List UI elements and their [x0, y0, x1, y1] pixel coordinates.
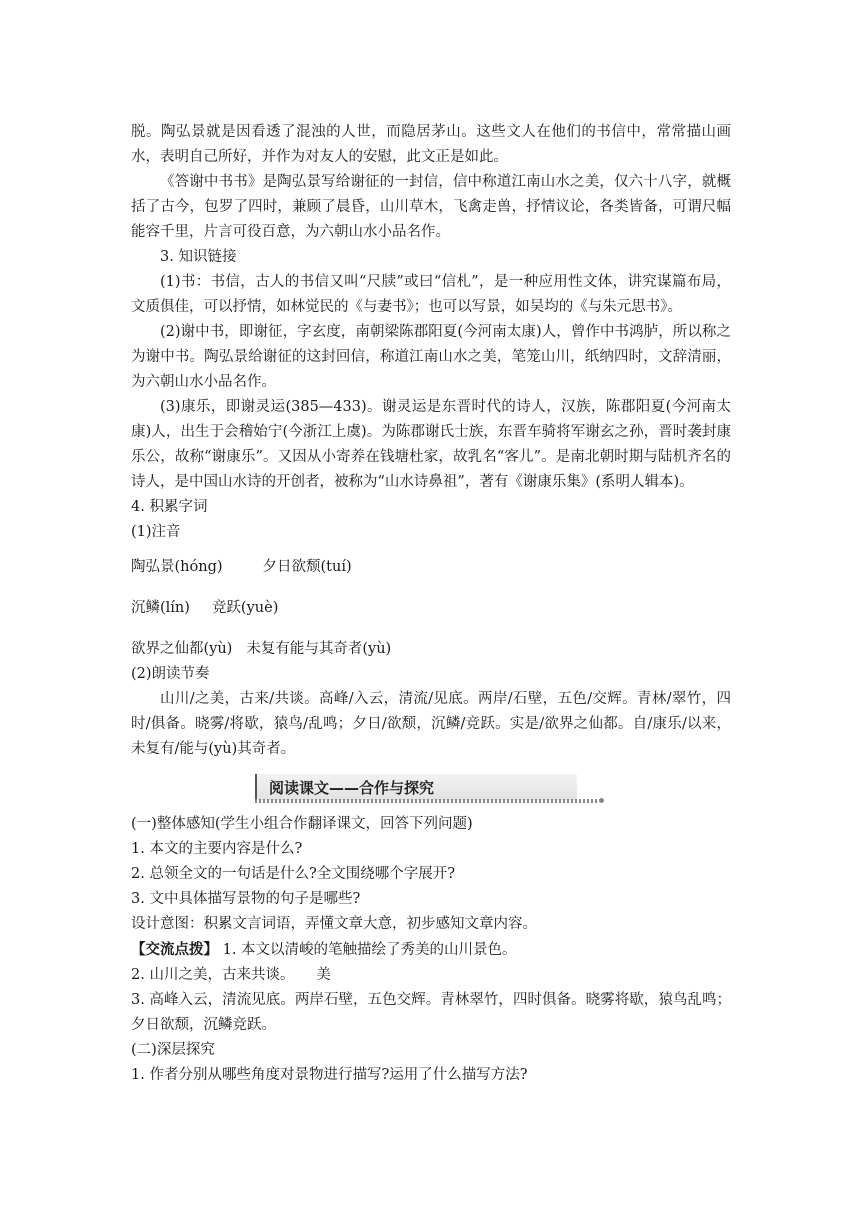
pinyin-row-1	[131, 555, 731, 580]
heading-reading-rhythm: (2)朗读节奏	[131, 666, 210, 682]
pinyin-item: 陶弘景(hóng)	[131, 559, 223, 575]
rhythm-text: 山川/之美，古来/共谈。高峰/入云，清流/见底。两岸/石壁，五色/交辉。青林/翠竹，四时/俱备。晓雾/将歇，猿鸟/乱鸣；夕日/欲颓，沉鳞/竞跃。实是/欲界之仙都。自/康乐/以来，未复有/能与(yù)其奇者。	[131, 691, 731, 757]
question-1: 1. 本文的主要内容是什么?	[131, 841, 303, 857]
pinyin-row-3	[131, 637, 731, 662]
heading-overall-perception: (一)整体感知(学生小组合作翻译课文，回答下列问题)	[131, 816, 473, 832]
pinyin-row-2	[131, 596, 731, 621]
document-page	[131, 120, 731, 1088]
pinyin-item: 夕日欲颓(tuí)	[262, 559, 352, 575]
heading-vocabulary: 4. 积累字词	[131, 499, 208, 515]
banner-title: 阅读课文——合作与探究	[269, 778, 435, 797]
exchange-tip	[131, 937, 731, 963]
knowledge-item-2: (2)谢中书，即谢征，字玄度，南朝梁陈郡阳夏(今河南太康)人，曾作中书鸿胪，所以称之为谢中书。陶弘景给谢征的这封回信，称道江南山水之美，笔笼山川，纸纳四时，文辞清丽，为六朝山水小品名作。	[131, 324, 731, 390]
heading-deep-inquiry: (二)深层探究	[131, 1042, 215, 1058]
question-3: 3. 文中具体描写景物的句子是哪些?	[131, 891, 361, 907]
section-banner	[131, 768, 731, 808]
paragraph-summary: 《答谢中书书》是陶弘景写给谢征的一封信，信中称道江南山水之美，仅六十八字，就概括了古今，包罗了四时，兼顾了晨昏，山川草木，飞禽走兽，抒情议论，各类皆备，可谓尺幅能容千里，片言可役百意，为六朝山水小品名作。	[131, 174, 731, 240]
question-2: 2. 总领全文的一句话是什么?全文围绕哪个字展开?	[131, 866, 455, 882]
answer-3: 3. 高峰入云，清流见底。两岸石壁，五色交辉。青林翠竹，四时俱备。晓雾将歇，猿鸟乱鸣；夕日欲颓，沉鳞竞跃。	[131, 992, 731, 1033]
tip-label: 【交流点拨】	[131, 941, 218, 958]
banner-dotted-rule	[255, 799, 599, 803]
banner-box	[255, 774, 577, 800]
question-deep-1: 1. 作者分别从哪些角度对景物进行描写?运用了什么描写方法?	[131, 1067, 528, 1083]
heading-pinyin: (1)注音	[131, 524, 181, 540]
pinyin-item: 欲界之仙都(yù)	[131, 641, 233, 657]
design-intent: 设计意图：积累文言词语，弄懂文章大意，初步感知文章内容。	[131, 916, 537, 932]
knowledge-item-3: (3)康乐，即谢灵运(385—433)。谢灵运是东晋时代的诗人，汉族，陈郡阳夏(今河南太康)人，出生于会稽始宁(今浙江上虞)。为陈郡谢氏士族，东晋车骑将军谢玄之孙，晋时袭封康乐公，故称“谢康乐”。又因从小寄养在钱塘杜家，故乳名“客儿”。是南北朝时期与陆机齐名的诗人，是中国山水诗的开创者，被称为“山水诗鼻祖”，著有《谢康乐集》(系明人辑本)。	[131, 399, 731, 490]
answer-2: 2. 山川之美，古来共谈。 美	[131, 967, 331, 983]
pinyin-item: 未复有能与其奇者(yù)	[246, 641, 392, 657]
banner-dot	[599, 798, 604, 803]
pinyin-item: 竞跃(yuè)	[211, 600, 279, 616]
pinyin-item: 沉鳞(lín)	[131, 600, 190, 616]
answer-1: 1. 本文以清峻的笔触描绘了秀美的山川景色。	[222, 942, 517, 958]
heading-knowledge-link: 3. 知识链接	[160, 249, 237, 265]
knowledge-item-1: (1)书：书信，古人的书信又叫“尺牍”或曰“信札”，是一种应用性文体，讲究谋篇布局，文质俱佳，可以抒情，如林觉民的《与妻书》；也可以写景，如吴均的《与朱元思书》。	[131, 274, 731, 315]
paragraph-intro-end: 脱。陶弘景就是因看透了混浊的人世，而隐居茅山。这些文人在他们的书信中，常常描山画水，表明自己所好，并作为对友人的安慰，此文正是如此。	[131, 124, 731, 165]
